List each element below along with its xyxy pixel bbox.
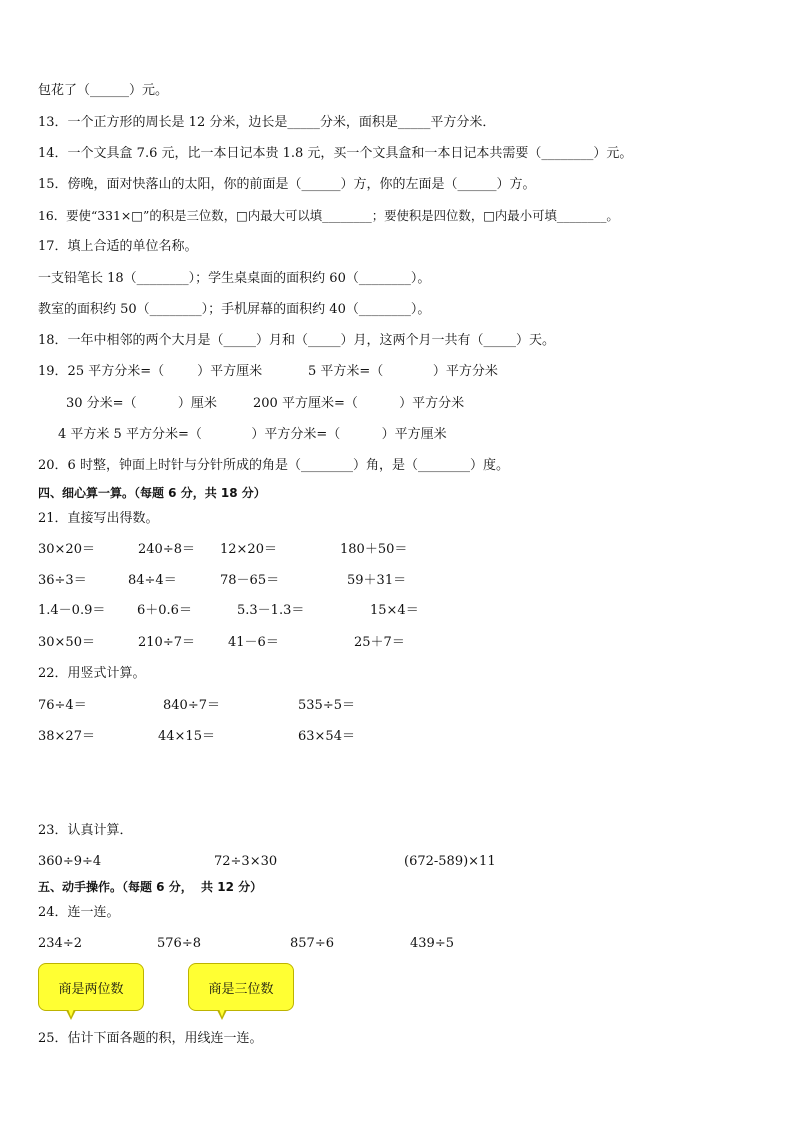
question-17-line-b: 教室的面积约 50（________）；手机屏幕的面积约 40（________）。	[38, 302, 431, 317]
calc-item: 41－6＝	[228, 635, 279, 650]
vertical-calc-item: 38×27＝	[38, 729, 95, 744]
match-item: 234÷2	[38, 936, 82, 951]
match-item: 576÷8	[157, 936, 201, 951]
answer-box-label: 商是两位数	[58, 981, 124, 997]
q12-continuation: 包花了（______）元。	[38, 83, 169, 98]
answer-box-pointer	[66, 1010, 76, 1020]
section-5-title: 五、动手操作。（每题 6 分， 共 12 分）	[38, 880, 263, 894]
calc-expression: (672-589)×11	[404, 854, 496, 869]
question-22-title: 22．用竖式计算。	[38, 666, 146, 681]
calc-item: 59＋31＝	[347, 573, 407, 588]
calc-expression: 360÷9÷4	[38, 854, 102, 869]
question-23-title: 23．认真计算．	[38, 823, 133, 838]
calc-item: 25＋7＝	[354, 635, 405, 650]
calc-item: 36÷3＝	[38, 573, 87, 588]
vertical-calc-item: 840÷7＝	[163, 698, 220, 713]
calc-item: 30×20＝	[38, 542, 95, 557]
vertical-calc-item: 76÷4＝	[38, 698, 87, 713]
answer-box-pointer	[217, 1010, 227, 1020]
calc-item: 78－65＝	[220, 573, 280, 588]
vertical-calc-item: 63×54＝	[298, 729, 355, 744]
question-14: 14．一个文具盒 7.6 元，比一本日记本贵 1.8 元，买一个文具盒和一本日记本共需要（________）元。	[38, 146, 633, 161]
calc-item: 240÷8＝	[138, 542, 195, 557]
question-18: 18．一年中相邻的两个大月是（_____）月和（_____）月，这两个月一共有（_____）天。	[38, 333, 556, 348]
question-13: 13．一个正方形的周长是 12 分米，边长是_____分米，面积是_____平方分米．	[38, 115, 496, 130]
question-15: 15．傍晚，面对快落山的太阳，你的前面是（______）方，你的左面是（______）方。	[38, 177, 536, 192]
vertical-calc-item: 44×15＝	[158, 729, 215, 744]
question-16: 16．要使“331×□”的积是三位数，□内最大可以填________；要使积是四位数，□内最小可填________。	[38, 208, 619, 223]
question-21-title: 21．直接写出得数。	[38, 511, 159, 526]
question-25-title: 25．估计下面各题的积，用线连一连。	[38, 1031, 263, 1046]
calc-item: 84÷4＝	[128, 573, 177, 588]
calc-expression: 72÷3×30	[214, 854, 278, 869]
question-19-a: 19．25 平方分米=（ ）平方厘米	[38, 364, 263, 379]
calc-item: 6＋0.6＝	[137, 603, 192, 618]
question-17-line-a: 一支铅笔长 18（________）；学生桌桌面的面积约 60（________）。	[38, 271, 431, 286]
answer-box-two-digit-quotient	[38, 963, 144, 1011]
calc-item: 210÷7＝	[138, 635, 195, 650]
calc-item: 12×20＝	[220, 542, 277, 557]
question-24-title: 24．连一连。	[38, 905, 120, 920]
match-item: 857÷6	[290, 936, 334, 951]
calc-item: 1.4－0.9＝	[38, 603, 106, 618]
calc-item: 180＋50＝	[340, 542, 408, 557]
question-20: 20．6 时整，钟面上时针与分针所成的角是（________）角，是（________）度。	[38, 458, 509, 473]
answer-box-three-digit-quotient	[188, 963, 294, 1011]
question-19-d: 200 平方厘米=（ ）平方分米	[253, 396, 465, 411]
match-item: 439÷5	[410, 936, 454, 951]
question-17: 17．填上合适的单位名称。	[38, 239, 198, 254]
calc-item: 30×50＝	[38, 635, 95, 650]
question-19-b: 5 平方米=（ ）平方分米	[308, 364, 498, 379]
answer-box-label: 商是三位数	[208, 981, 274, 997]
calc-item: 15×4＝	[370, 603, 419, 618]
question-19-e: 4 平方米 5 平方分米=（ ）平方分米=（ ）平方厘米	[58, 427, 447, 442]
calc-item: 5.3－1.3＝	[237, 603, 305, 618]
question-19-c: 30 分米=（ ）厘米	[66, 396, 217, 411]
vertical-calc-item: 535÷5＝	[298, 698, 355, 713]
section-4-title: 四、细心算一算。（每题 6 分，共 18 分）	[38, 486, 266, 500]
